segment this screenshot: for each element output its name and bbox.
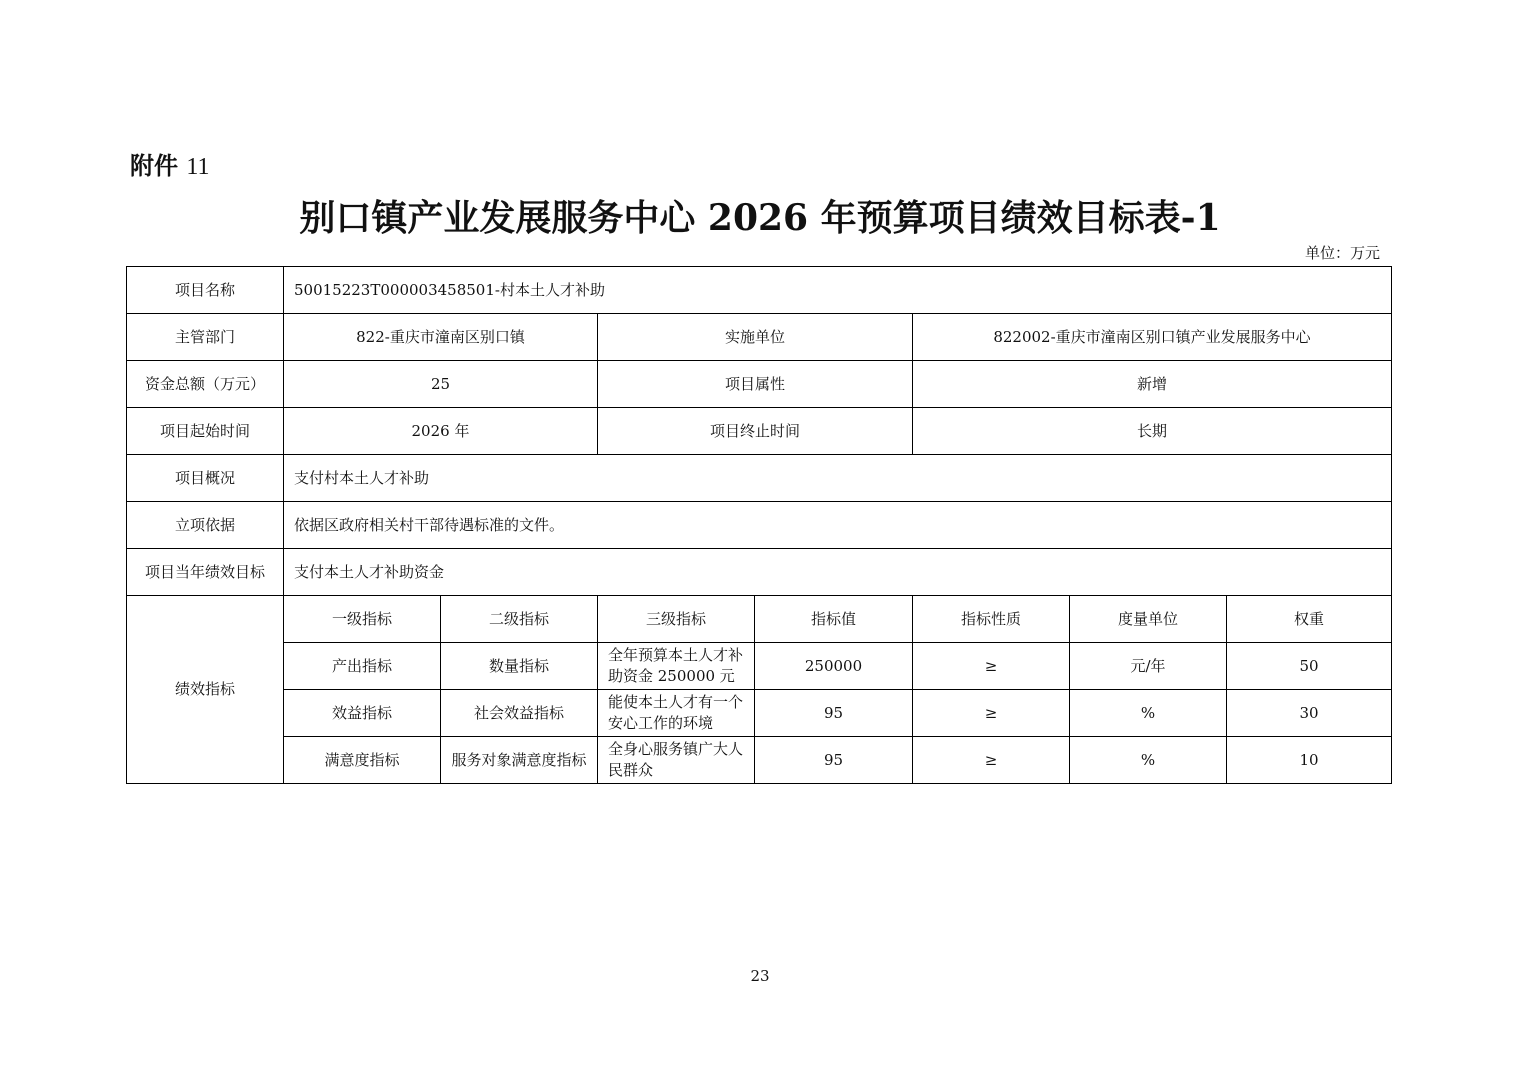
attachment-label-text: 附件 xyxy=(130,152,178,180)
goal-label: 项目当年绩效目标 xyxy=(127,549,284,596)
indicator-cell: 效益指标 xyxy=(284,690,441,737)
end-label: 项目终止时间 xyxy=(598,408,913,455)
attachment-label xyxy=(130,146,209,181)
project-name-label: 项目名称 xyxy=(127,267,284,314)
indicator-cell: 服务对象满意度指标 xyxy=(441,737,598,784)
department-value: 822-重庆市潼南区别口镇 xyxy=(284,314,598,361)
total-funds-label: 资金总额（万元） xyxy=(127,361,284,408)
impl-unit-label: 实施单位 xyxy=(598,314,913,361)
page-number: 23 xyxy=(750,967,770,985)
indicator-header-row xyxy=(127,596,1392,643)
header-weight: 权重 xyxy=(1227,596,1392,643)
header-level3: 三级指标 xyxy=(598,596,755,643)
performance-table xyxy=(126,266,1392,784)
table-row xyxy=(127,455,1392,502)
project-name-value: 50015223T000003458501-村本土人才补助 xyxy=(284,267,1392,314)
indicator-cell: 250000 xyxy=(755,643,913,690)
start-label: 项目起始时间 xyxy=(127,408,284,455)
start-value: 2026 年 xyxy=(284,408,598,455)
page-title: 别口镇产业发展服务中心 2026 年预算项目绩效目标表-1 xyxy=(299,197,1221,239)
unit-label: 单位：万元 xyxy=(1304,244,1380,262)
indicator-cell: 10 xyxy=(1227,737,1392,784)
indicator-cell: % xyxy=(1070,737,1227,784)
goal-value: 支付本土人才补助资金 xyxy=(284,549,1392,596)
table-row xyxy=(127,314,1392,361)
basis-label: 立项依据 xyxy=(127,502,284,549)
attachment-number: 11 xyxy=(186,154,210,180)
header-level1: 一级指标 xyxy=(284,596,441,643)
indicator-cell: 社会效益指标 xyxy=(441,690,598,737)
overview-label: 项目概况 xyxy=(127,455,284,502)
end-value: 长期 xyxy=(913,408,1392,455)
indicator-cell: ≥ xyxy=(913,643,1070,690)
indicators-label: 绩效指标 xyxy=(127,596,284,784)
indicator-cell: 95 xyxy=(755,737,913,784)
indicator-cell: 数量指标 xyxy=(441,643,598,690)
indicator-cell: % xyxy=(1070,690,1227,737)
header-value: 指标值 xyxy=(755,596,913,643)
indicator-cell: 能使本土人才有一个安心工作的环境 xyxy=(598,690,755,737)
indicator-cell: 产出指标 xyxy=(284,643,441,690)
table-row xyxy=(127,549,1392,596)
indicator-row xyxy=(127,643,1392,690)
indicator-cell: 元/年 xyxy=(1070,643,1227,690)
overview-value: 支付村本土人才补助 xyxy=(284,455,1392,502)
indicator-cell: ≥ xyxy=(913,690,1070,737)
indicator-row xyxy=(127,737,1392,784)
indicator-cell: 50 xyxy=(1227,643,1392,690)
indicator-row xyxy=(127,690,1392,737)
indicator-cell: ≥ xyxy=(913,737,1070,784)
indicator-cell: 30 xyxy=(1227,690,1392,737)
impl-unit-value: 822002-重庆市潼南区别口镇产业发展服务中心 xyxy=(913,314,1392,361)
department-label: 主管部门 xyxy=(127,314,284,361)
header-level2: 二级指标 xyxy=(441,596,598,643)
basis-value: 依据区政府相关村干部待遇标准的文件。 xyxy=(284,502,1392,549)
table-row xyxy=(127,502,1392,549)
indicator-cell: 满意度指标 xyxy=(284,737,441,784)
header-unit: 度量单位 xyxy=(1070,596,1227,643)
table-row xyxy=(127,361,1392,408)
indicator-cell: 95 xyxy=(755,690,913,737)
table-row xyxy=(127,408,1392,455)
attribute-value: 新增 xyxy=(913,361,1392,408)
indicator-cell: 全年预算本土人才补助资金 250000 元 xyxy=(598,643,755,690)
attribute-label: 项目属性 xyxy=(598,361,913,408)
total-funds-value: 25 xyxy=(284,361,598,408)
header-nature: 指标性质 xyxy=(913,596,1070,643)
indicator-cell: 全身心服务镇广大人民群众 xyxy=(598,737,755,784)
table-row xyxy=(127,267,1392,314)
